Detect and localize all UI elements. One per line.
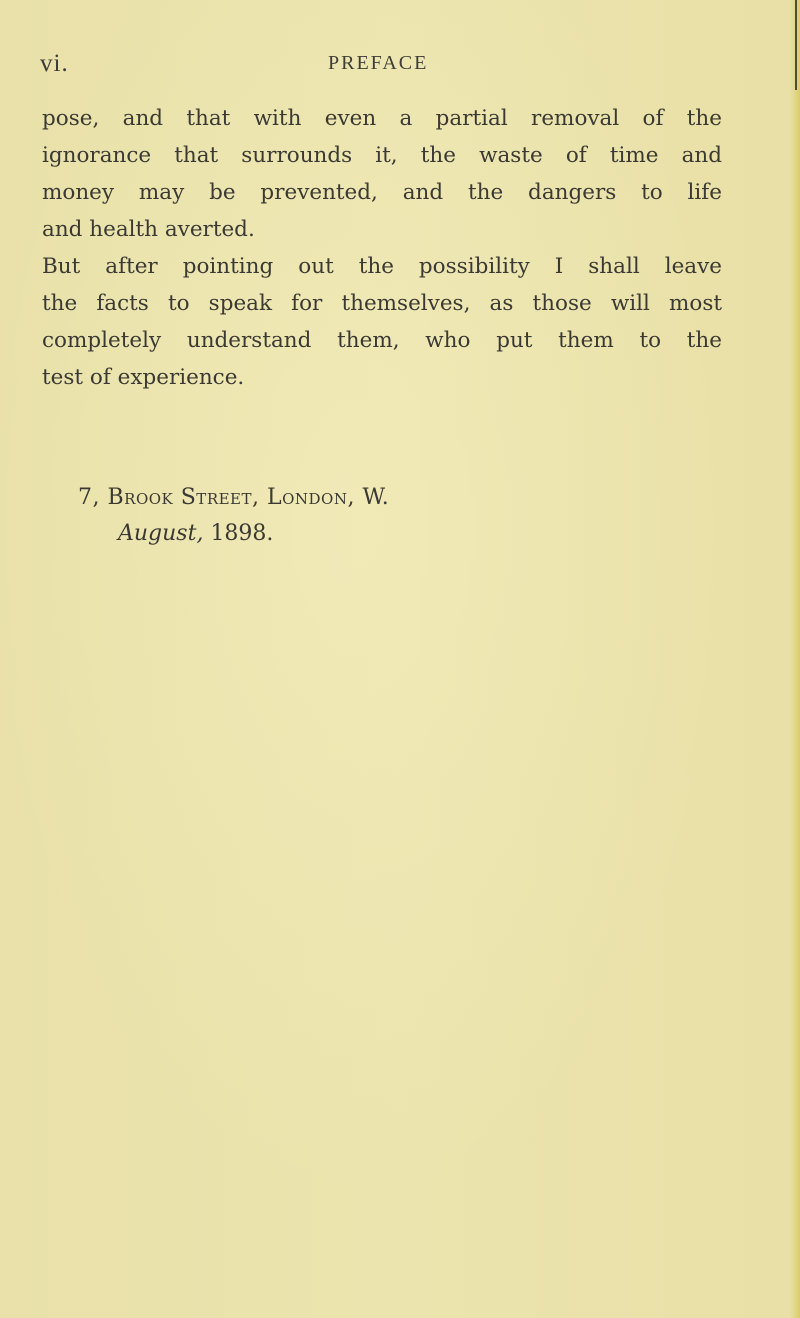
page-edge-line (795, 0, 797, 90)
page-header (40, 50, 760, 78)
text-line: and health averted. (42, 217, 255, 242)
page-number: vi. (40, 50, 69, 77)
page-edge-shadow (790, 0, 800, 1318)
text-line: test of experience. (42, 365, 245, 390)
signature-year: 1898. (210, 521, 274, 546)
text-line: the facts to speak for themselves, as those will most (42, 291, 722, 316)
text-line: money may be prevented, and the dangers to life (42, 180, 722, 205)
paragraph-1 (42, 100, 722, 248)
preface-signature (78, 480, 678, 552)
body-text (42, 100, 722, 396)
signature-month: August, (118, 521, 204, 546)
signature-date (78, 516, 678, 552)
text-line: completely understand them, who put them to the (42, 328, 722, 353)
text-line: pose, and that with even a partial removal of the (42, 106, 722, 131)
running-head: PREFACE (328, 52, 429, 74)
text-line: ignorance that surrounds it, the waste of time and (42, 143, 722, 168)
paragraph-2 (42, 248, 722, 396)
signature-address: 7, Brook Street, London, W. (78, 485, 390, 510)
text-line: But after pointing out the possibility I shall leave (42, 254, 722, 279)
